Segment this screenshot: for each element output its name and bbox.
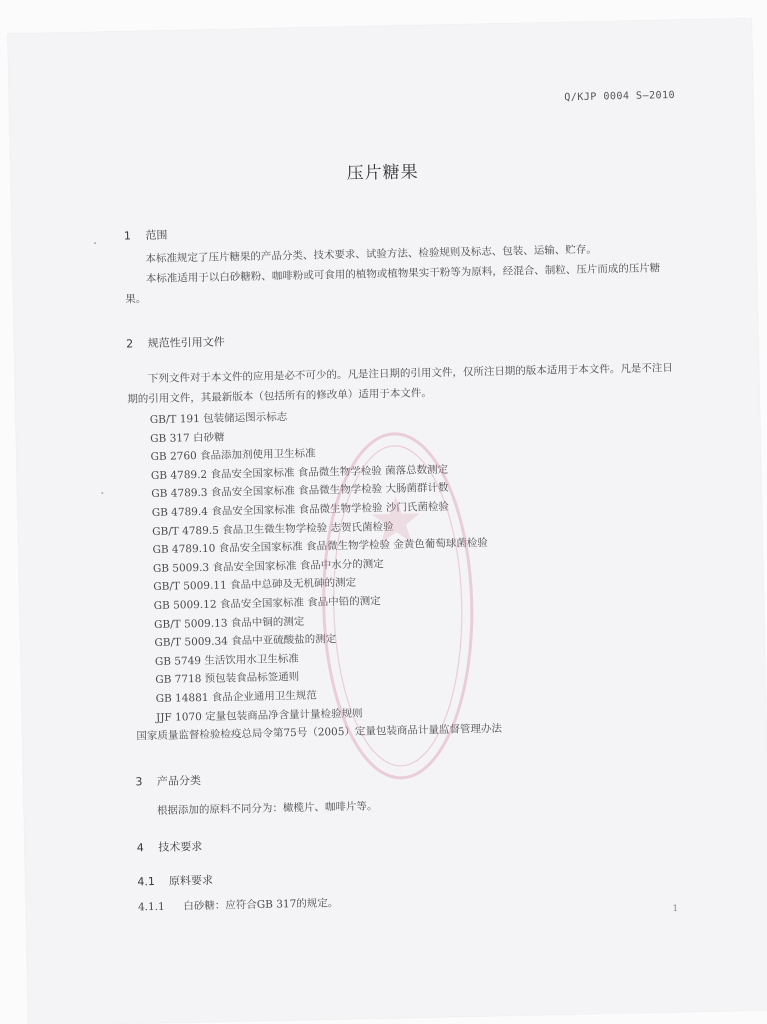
scope-paragraph-2: 本标准适用于以白砂糖粉、咖啡粉或可食用的植物或植物果实干粉等为原料，经混合、制粒、压片而成的压片糖果。: [125, 262, 661, 306]
reference-item: GB 14881 食品企业通用卫生规范: [155, 689, 317, 705]
classification-paragraph: 根据添加的原料不同分为：橄榄片、咖啡片等。: [156, 800, 378, 817]
reference-item: JJF 1070 定量包装商品净含量计量检验规则: [155, 707, 363, 724]
reference-item: 国家质量监督检验检疫总局令第75号（2005）定量包装商品计量监督管理办法: [136, 722, 503, 743]
reference-item: GB 4789.2 食品安全国家标准 食品微生物学检验 菌落总数测定: [150, 463, 449, 482]
section-4-number: 4: [136, 841, 144, 855]
reference-item: GB/T 5009.11 食品中总砷及无机砷的测定: [153, 577, 357, 594]
reference-item: GB/T 191 包装储运图示标志: [149, 411, 288, 427]
reference-list: [136, 404, 503, 746]
section-4-title: 技术要求: [158, 840, 203, 854]
reference-item: GB 317 白砂糖: [150, 431, 225, 445]
section-2-title: 规范性引用文件: [147, 335, 225, 351]
subsection-4-1-heading: [137, 872, 213, 890]
section-3-heading: [135, 772, 201, 789]
reference-item: GB 5009.3 食品安全国家标准 食品中水分的测定: [152, 557, 384, 575]
subsection-4-1-title: 原料要求: [168, 873, 214, 888]
reference-item: GB 4789.4 食品安全国家标准 食品微生物学检验 沙门氏菌检验: [151, 500, 450, 519]
reference-item: GB 4789.3 食品安全国家标准 食品微生物学检验 大肠菌群计数: [151, 482, 449, 501]
section-1-heading: [124, 227, 168, 244]
reference-item: GB 5009.12 食品安全国家标准 食品中铅的测定: [153, 595, 381, 612]
section-4-heading: [137, 838, 203, 855]
section-2-heading: [126, 333, 225, 351]
document-page: [8, 18, 767, 1024]
clause-4-1-1-text: 白砂糖：应符合GB 317的规定。: [183, 897, 339, 913]
section-1-title: 范围: [145, 228, 168, 243]
page-title: 压片糖果: [346, 162, 419, 184]
clause-4-1-1-number: 4.1.1: [137, 900, 165, 914]
reference-item: GB 5749 生活饮用水卫生标准: [154, 652, 299, 668]
clause-4-1-1: [138, 895, 339, 914]
scope-paragraph-1: 本标准规定了压片糖果的产品分类、技术要求、试验方法、检验规则及标志、包装、运输、贮存。: [145, 243, 597, 266]
section-3-number: 3: [135, 775, 143, 789]
standard-code: Q/KJP 0004 S—2010: [564, 89, 676, 104]
reference-item: GB 4789.10 食品安全国家标准 食品微生物学检验 金黄色葡萄球菌检验: [152, 537, 488, 557]
scan-artifact-dot: [101, 492, 103, 494]
reference-item: GB/T 5009.13 食品中铜的测定: [153, 615, 305, 631]
reference-item: GB 7718 预包装食品标签通则: [155, 671, 300, 687]
page-number: 1: [672, 904, 679, 915]
scan-artifact-dot: [94, 242, 96, 244]
section-3-title: 产品分类: [156, 774, 202, 788]
subsection-4-1-number: 4.1: [137, 875, 156, 889]
reference-item: GB 2760 食品添加剂使用卫生标准: [150, 447, 316, 464]
section-1-number: 1: [123, 229, 132, 243]
reference-item: GB/T 5009.34 食品中亚硫酸盐的测定: [154, 633, 337, 650]
reference-item: GB/T 4789.5 食品卫生微生物学检验 志贺氏菌检验: [152, 520, 394, 538]
section-2-number: 2: [126, 337, 134, 351]
references-intro: 下列文件对于本文件的应用是必不可少的。凡是注日期的引用文件，仅所注日期的版本适用于本文件。凡是不注日期的引用文件，其最新版本（包括所有的修改单）适用于本文件。: [127, 362, 673, 406]
